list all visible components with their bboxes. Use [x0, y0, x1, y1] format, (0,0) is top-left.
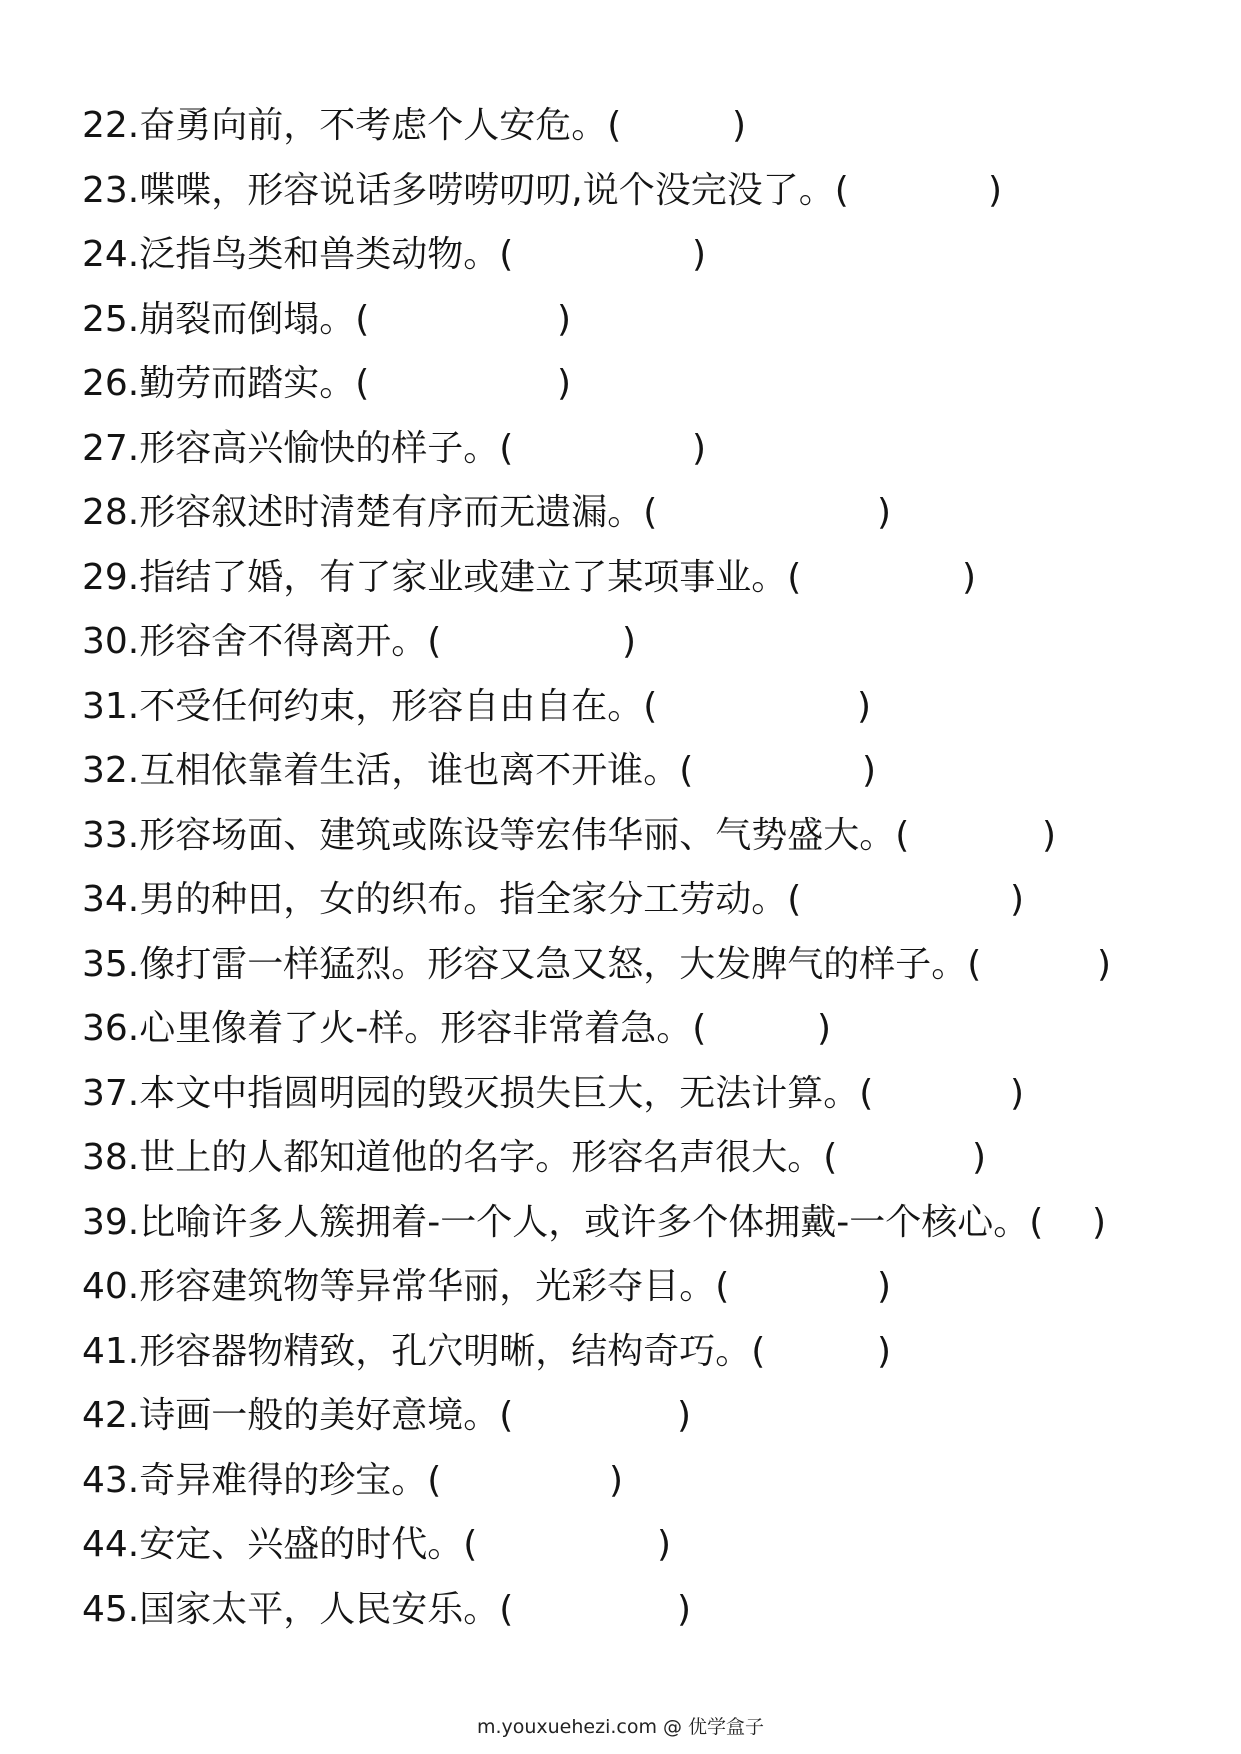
- answer-blank[interactable]: [537, 1588, 637, 1632]
- question-item: [82, 233, 1202, 298]
- answer-blank[interactable]: [907, 814, 1007, 858]
- closing-paren: ): [877, 1330, 892, 1372]
- question-text: 42.诗画一般的美好意境。(: [82, 1395, 514, 1436]
- question-item: [82, 878, 1202, 943]
- closing-paren: ): [1097, 943, 1112, 985]
- closing-paren: ): [877, 1266, 892, 1307]
- answer-blank[interactable]: [354, 298, 494, 342]
- question-text: 30.形容舍不得离开。(: [82, 621, 442, 662]
- question-item: [82, 1588, 1202, 1653]
- closing-paren: ): [732, 105, 747, 146]
- question-text: 45.国家太平，人民安乐。(: [82, 1588, 514, 1630]
- closing-paren: ): [1092, 1201, 1107, 1243]
- question-text: 24.泛指鸟类和兽类动物。(: [82, 234, 514, 275]
- question-item: [82, 1330, 1202, 1395]
- closing-paren: ): [1042, 814, 1057, 856]
- answer-blank[interactable]: [497, 1523, 607, 1567]
- answer-blank[interactable]: [464, 1459, 564, 1503]
- site-footer: m.youxuehezi.com @ 优学盒子: [476, 1716, 765, 1738]
- question-text: 34.男的种田，女的织布。指全家分工劳动。(: [82, 879, 802, 920]
- question-text: 26.勤劳而踏实。(: [82, 363, 370, 404]
- closing-paren: ): [817, 1008, 832, 1049]
- answer-blank[interactable]: [587, 104, 737, 148]
- closing-paren: ): [857, 685, 872, 727]
- answer-blank[interactable]: [707, 1007, 787, 1051]
- answer-blank[interactable]: [494, 427, 634, 471]
- answer-blank[interactable]: [702, 749, 822, 793]
- closing-paren: ): [609, 1459, 624, 1501]
- question-item: [82, 169, 1202, 234]
- closing-paren: ): [557, 298, 572, 340]
- closing-paren: ): [677, 1588, 692, 1630]
- closing-paren: ): [692, 234, 707, 275]
- question-text: 44.安定、兴盛的时代。(: [82, 1524, 478, 1565]
- question-text: 38.世上的人都知道他的名字。形容名声很大。(: [82, 1137, 838, 1178]
- closing-paren: ): [557, 363, 572, 404]
- question-item: [82, 1265, 1202, 1330]
- question-text: 36.心里像着了火-样。形容非常着急。(: [82, 1008, 707, 1049]
- answer-blank[interactable]: [457, 620, 597, 664]
- closing-paren: ): [692, 427, 707, 469]
- question-item: [82, 298, 1202, 363]
- question-list: [82, 104, 1202, 1652]
- closing-paren: ): [657, 1524, 672, 1565]
- question-item: [82, 1007, 1202, 1072]
- answer-blank[interactable]: [1027, 1201, 1077, 1245]
- question-item: [82, 814, 1202, 879]
- closing-paren: ): [1010, 879, 1025, 920]
- question-item: [82, 362, 1202, 427]
- question-item: [82, 556, 1202, 621]
- question-text: 43.奇异难得的珍宝。(: [82, 1459, 442, 1501]
- question-text: 31.不受任何约束，形容自由自在。(: [82, 685, 658, 727]
- closing-paren: ): [677, 1395, 692, 1436]
- question-item: [82, 685, 1202, 750]
- question-text: 29.指结了婚，有了家业或建立了某项事业。(: [82, 556, 802, 598]
- answer-blank[interactable]: [837, 1136, 947, 1180]
- answer-blank[interactable]: [772, 1330, 852, 1374]
- closing-paren: ): [972, 1137, 987, 1178]
- question-text: 22.奋勇向前，不考虑个人安危。(: [82, 105, 622, 146]
- question-text: 35.像打雷一样猛烈。形容又急又怒，大发脾气的样子。(: [82, 943, 982, 985]
- question-item: [82, 620, 1202, 685]
- answer-blank[interactable]: [864, 169, 964, 213]
- answer-blank[interactable]: [802, 878, 952, 922]
- question-item: [82, 1136, 1202, 1201]
- closing-paren: ): [1010, 1072, 1025, 1114]
- question-text: 27.形容高兴愉快的样子。(: [82, 427, 514, 469]
- question-item: [82, 1201, 1202, 1266]
- question-text: 37.本文中指圆明园的毁灭损失巨大，无法计算。(: [82, 1072, 874, 1114]
- question-item: [82, 1394, 1202, 1459]
- closing-paren: ): [862, 750, 877, 791]
- closing-paren: ): [622, 621, 637, 662]
- closing-paren: ): [877, 492, 892, 533]
- question-item: [82, 1072, 1202, 1137]
- question-text: 40.形容建筑物等异常华丽，光彩夺目。(: [82, 1266, 730, 1307]
- closing-paren: ): [988, 169, 1003, 211]
- answer-blank[interactable]: [537, 1394, 637, 1438]
- answer-blank[interactable]: [662, 491, 802, 535]
- question-text: 28.形容叙述时清楚有序而无遗漏。(: [82, 492, 658, 533]
- answer-blank[interactable]: [952, 943, 1062, 987]
- answer-blank[interactable]: [662, 685, 802, 729]
- answer-blank[interactable]: [742, 1265, 852, 1309]
- question-item: [82, 943, 1202, 1008]
- question-item: [82, 427, 1202, 492]
- answer-blank[interactable]: [354, 362, 494, 406]
- answer-blank[interactable]: [872, 1072, 992, 1116]
- question-item: [82, 1523, 1202, 1588]
- question-text: 39.比喻许多人簇拥着-一个人，或许多个体拥戴-一个核心。(: [82, 1201, 1044, 1243]
- question-text: 41.形容器物精致，孔穴明晰，结构奇巧。(: [82, 1330, 766, 1372]
- question-text: 32.互相依靠着生活，谁也离不开谁。(: [82, 750, 694, 791]
- closing-paren: ): [962, 556, 977, 598]
- question-item: [82, 1459, 1202, 1524]
- question-text: 33.形容场面、建筑或陈设等宏伟华丽、气势盛大。(: [82, 814, 910, 856]
- answer-blank[interactable]: [802, 556, 922, 600]
- question-item: [82, 491, 1202, 556]
- answer-blank[interactable]: [494, 233, 634, 277]
- question-item: [82, 104, 1202, 169]
- question-text: 25.崩裂而倒塌。(: [82, 298, 370, 340]
- question-item: [82, 749, 1202, 814]
- question-text: 23.喋喋，形容说话多唠唠叨叨,说个没完没了。(: [82, 169, 849, 211]
